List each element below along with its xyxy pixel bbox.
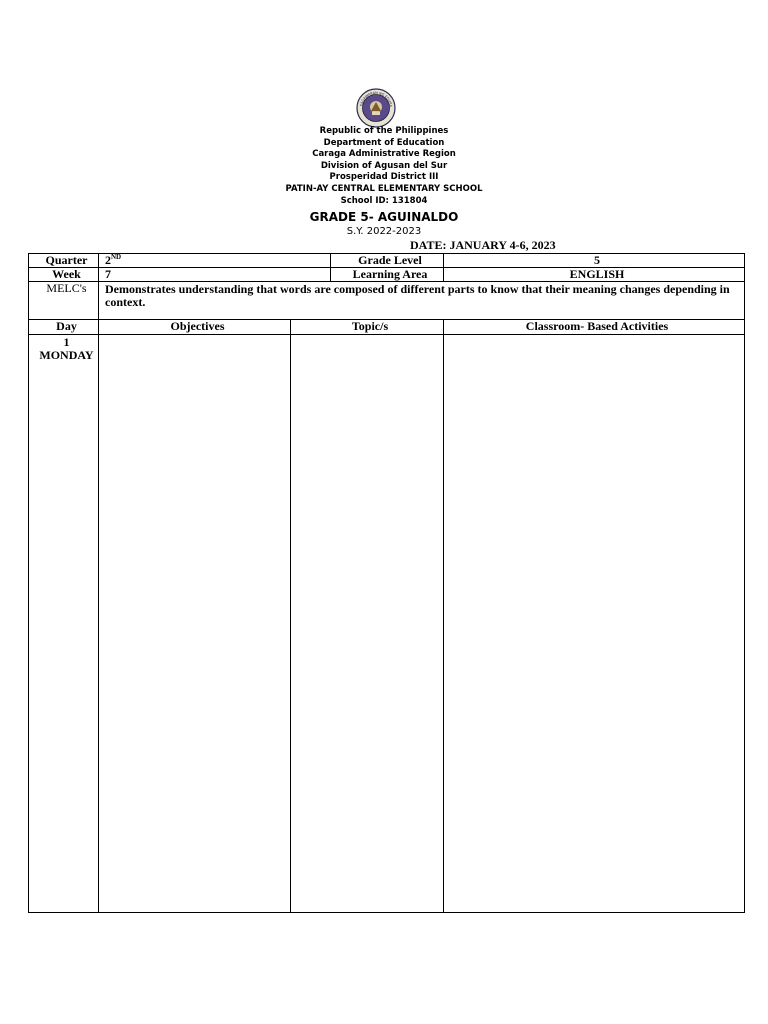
header-line-department: Department of Education	[323, 137, 445, 148]
svg-text:KAGAWARAN NG EDUKASYON: KAGAWARAN NG EDUKA	[359, 90, 393, 108]
grade-section-title: GRADE 5- AGUINALDO	[309, 210, 459, 224]
column-header-topics: Topic/s	[291, 320, 444, 335]
melcs-value: Demonstrates understanding that words are composed of different parts to know that their meaning changes depending in context.	[99, 282, 745, 320]
column-header-objectives: Objectives	[99, 320, 291, 335]
grade-level-label: Grade Level	[331, 254, 444, 268]
grade-level-value: 5	[444, 254, 745, 268]
activities-cell	[444, 335, 745, 913]
day-name: MONDAY	[39, 348, 94, 362]
column-header-day: Day	[29, 320, 99, 335]
header-line-division: Division of Agusan del Sur	[320, 160, 448, 171]
header-line-district: Prosperidad District III	[329, 172, 439, 183]
header-line-region: Caraga Administrative Region	[312, 149, 456, 160]
topics-cell	[291, 335, 444, 913]
school-year: S.Y. 2022-2023	[346, 226, 422, 237]
column-header-row	[29, 320, 745, 335]
header-line-republic: Republic of the Philippines	[319, 126, 449, 136]
quarter-value	[99, 254, 331, 268]
column-header-activities: Classroom- Based Activities	[444, 320, 745, 335]
deped-seal-logo	[348, 88, 404, 128]
day-number: 1	[63, 335, 70, 349]
lesson-date: DATE: JANUARY 4-6, 2023	[410, 238, 556, 252]
lesson-plan-table	[28, 253, 745, 913]
week-label: Week	[29, 268, 99, 282]
learning-area-value: ENGLISH	[444, 268, 745, 282]
quarter-number: 2	[105, 253, 111, 267]
melcs-label: MELC's	[29, 282, 99, 320]
objectives-cell	[99, 335, 291, 913]
header-line-school: PATIN-AY CENTRAL ELEMENTARY SCHOOL	[285, 183, 483, 194]
day-cell	[29, 335, 99, 913]
melcs-row	[29, 282, 745, 320]
quarter-row	[29, 254, 745, 268]
header-line-school-id: School ID: 131804	[340, 195, 428, 206]
quarter-suffix: ND	[111, 253, 122, 261]
week-row	[29, 268, 745, 282]
table-row	[29, 335, 745, 913]
week-value: 7	[99, 268, 331, 282]
quarter-label: Quarter	[29, 254, 99, 268]
learning-area-label: Learning Area	[331, 268, 444, 282]
header-address-block	[0, 126, 768, 207]
